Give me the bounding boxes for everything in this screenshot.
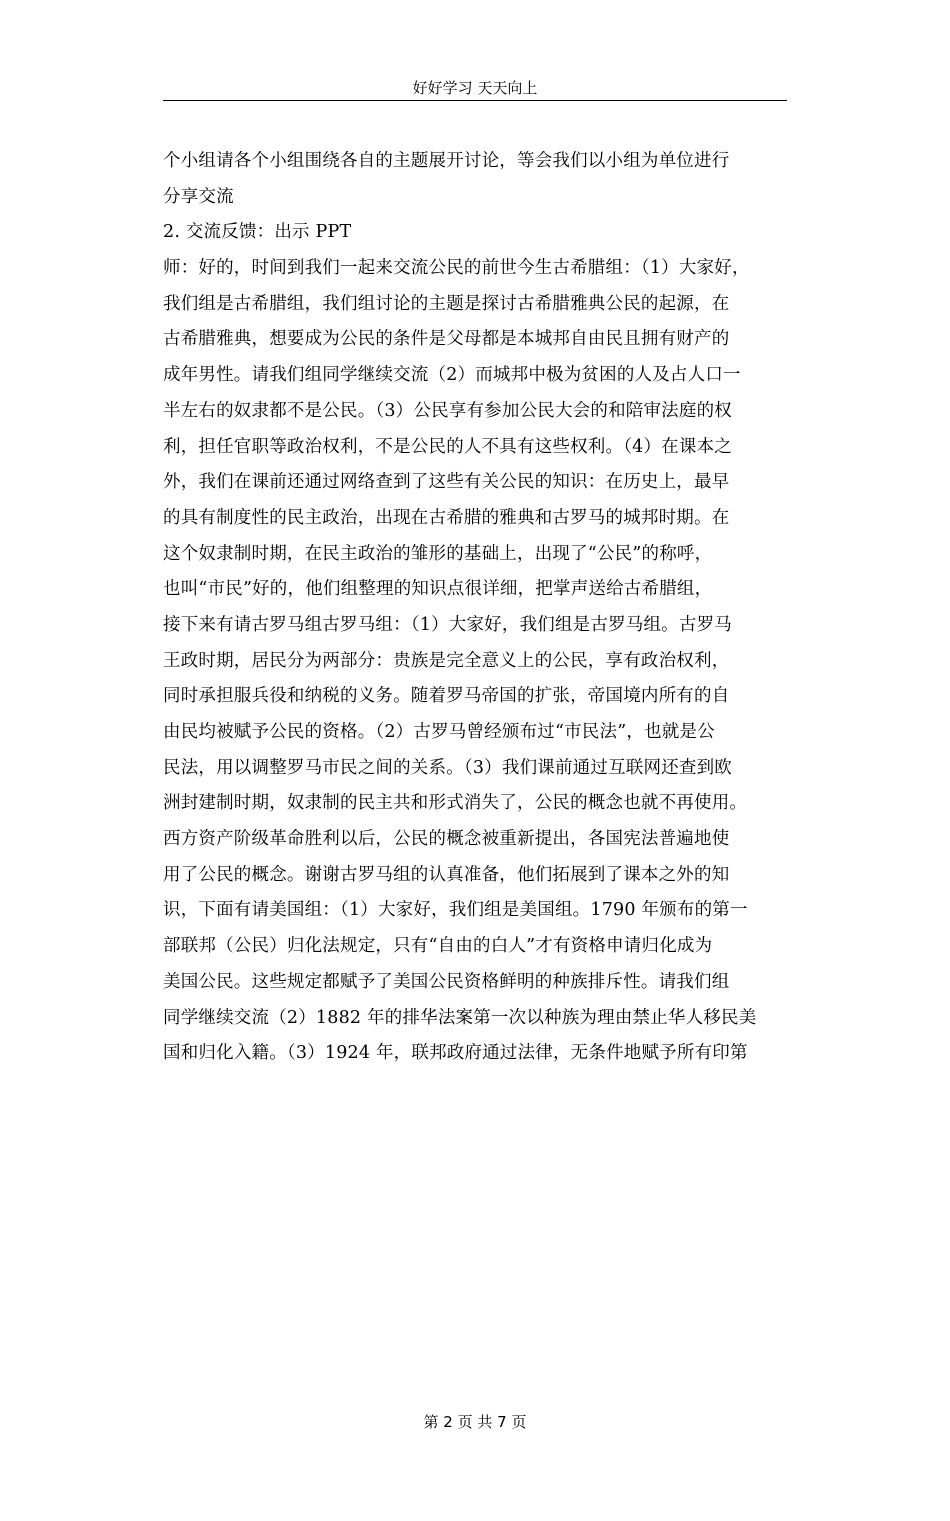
text-line: 这个奴隶制时期，在民主政治的雏形的基础上，出现了“公民”的称呼， bbox=[163, 543, 713, 564]
header-divider bbox=[163, 100, 787, 101]
text-line: 西方资产阶级革命胜利以后，公民的概念被重新提出，各国宪法普遍地使 bbox=[163, 829, 730, 850]
text-line: 古希腊雅典，想要成为公民的条件是父母都是本城邦自由民且拥有财产的 bbox=[163, 329, 730, 350]
document-body bbox=[163, 144, 791, 1072]
text-line: 用了公民的概念。谢谢古罗马组的认真准备，他们拓展到了课本之外的知 bbox=[163, 864, 730, 885]
text-line: 部联邦（公民）归化法规定，只有“自由的白人”才有资格申请归化成为 bbox=[163, 936, 713, 957]
text-line: 洲封建制时期，奴隶制的民主共和形式消失了，公民的概念也就不再使用。 bbox=[163, 793, 748, 814]
page-footer: 第 2 页 共 7 页 bbox=[423, 1413, 527, 1431]
page-header: 好好学习 天天向上 bbox=[412, 79, 538, 97]
text-line: 利，担任官职等政治权利，不是公民的人不具有这些权利。（4）在课本之 bbox=[163, 436, 732, 457]
text-line: 识，下面有请美国组：（1）大家好，我们组是美国组。1790 年颁布的第一 bbox=[163, 900, 748, 921]
text-line: 半左右的奴隶都不是公民。（3）公民享有参加公民大会的和陪审法庭的权 bbox=[163, 400, 732, 421]
text-line: 国和归化入籍。（3）1924 年，联邦政府通过法律，无条件地赋予所有印第 bbox=[163, 1043, 748, 1064]
text-line: 成年男性。请我们组同学继续交流（2）而城邦中极为贫困的人及占人口一 bbox=[163, 365, 741, 386]
text-line: 民法，用以调整罗马市民之间的关系。（3）我们课前通过互联网还查到欧 bbox=[163, 757, 732, 778]
text-line: 美国公民。这些规定都赋予了美国公民资格鲜明的种族排斥性。请我们组 bbox=[163, 971, 730, 992]
text-line: 也叫“市民”好的，他们组整理的知识点很详细，把掌声送给古希腊组， bbox=[163, 579, 713, 600]
text-line: 外，我们在课前还通过网络查到了这些有关公民的知识：在历史上，最早 bbox=[163, 472, 730, 493]
text-line: 师：好的，时间到我们一起来交流公民的前世今生古希腊组：（1）大家好， bbox=[163, 258, 750, 279]
text-line: 同时承担服兵役和纳税的义务。随着罗马帝国的扩张，帝国境内所有的自 bbox=[163, 686, 730, 707]
text-line: 个小组请各个小组围绕各自的主题展开讨论，等会我们以小组为单位进行 bbox=[163, 151, 730, 171]
text-line: 王政时期，居民分为两部分：贵族是完全意义上的公民，享有政治权利， bbox=[163, 650, 730, 671]
text-line: 分享交流 bbox=[163, 186, 234, 207]
text-line: 的具有制度性的民主政治，出现在古希腊的雅典和古罗马的城邦时期。在 bbox=[163, 507, 730, 528]
text-line: 同学继续交流（2）1882 年的排华法案第一次以种族为理由禁止华人移民美 bbox=[163, 1007, 757, 1028]
text-line: 接下来有请古罗马组古罗马组：（1）大家好，我们组是古罗马组。古罗马 bbox=[163, 614, 732, 635]
text-line: 我们组是古希腊组，我们组讨论的主题是探讨古希腊雅典公民的起源，在 bbox=[163, 293, 730, 314]
text-line: 由民均被赋予公民的资格。（2）古罗马曾经颁布过“市民法”，也就是公 bbox=[163, 722, 715, 742]
text-line: 2. 交流反馈：出示 PPT bbox=[163, 222, 352, 243]
